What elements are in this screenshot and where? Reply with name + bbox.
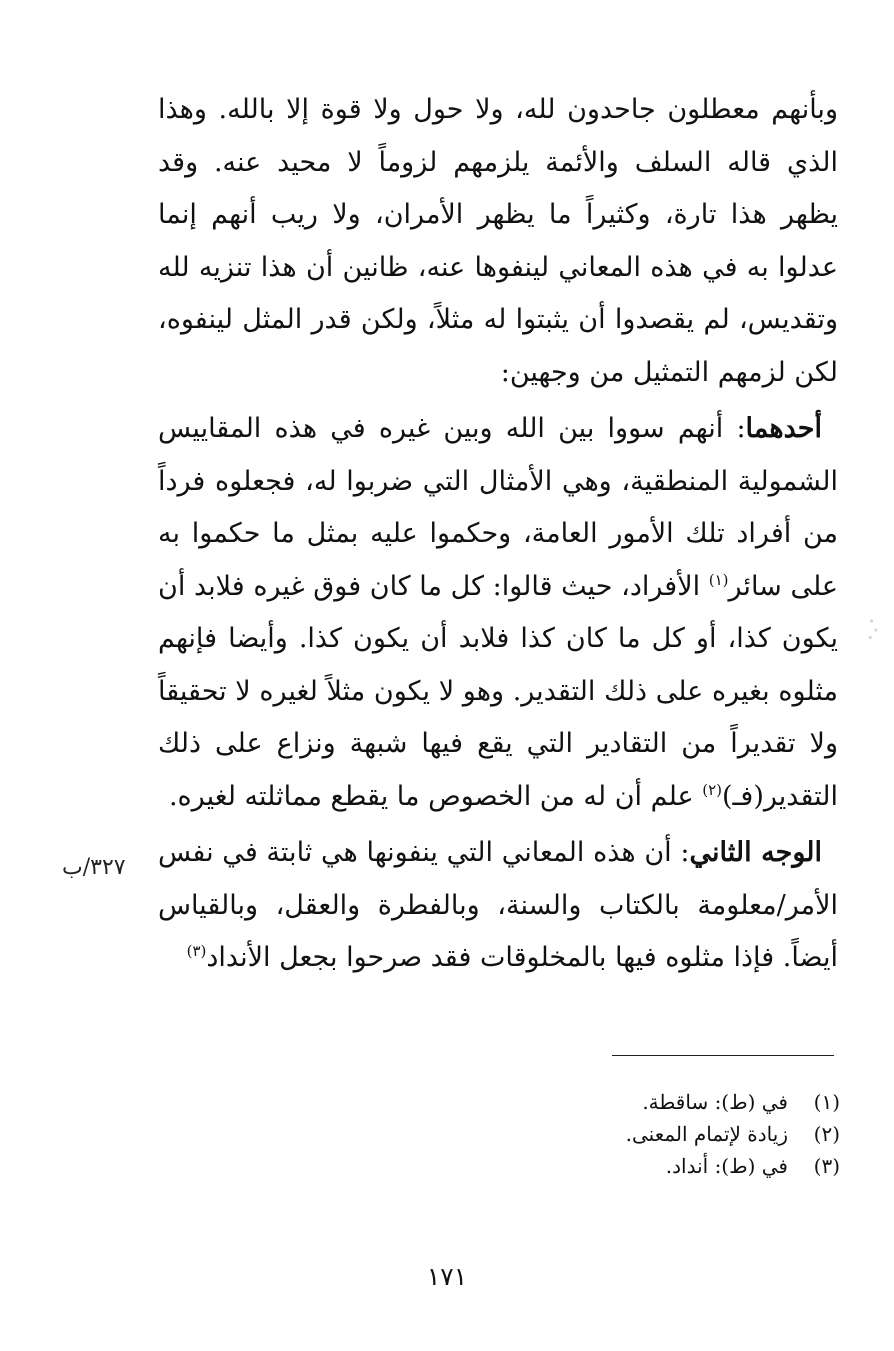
paragraph-3-text: : أن هذه المعاني التي ينفونها هي ثابتة في نفس الأمر/معلومة بالكتاب والسنة، وبالفطرة والعقل، وبالقياس أيضاً. فإذا مثلوه فيها بالمخلوقات فقد صرحوا بجعل الأنداد [158,837,838,973]
footnote-1 [340,1086,840,1118]
paragraph-2 [158,403,838,823]
paragraph-3-lead: الوجه الثاني [689,837,822,868]
footnote-ref-3[interactable]: (٣) [186,942,207,960]
paragraph-2-text-a: : أنهم سووا بين الله وبين غيره في هذه المقاييس الشمولية المنطقية، وهي الأمثال التي ضربوا له، فجعلوه فرداً من أفراد تلك الأمور العامة، وحكموا عليه بمثل ما حكموا به على سائر [158,413,838,602]
paragraph-2-text-b: الأفراد، حيث قالوا: كل ما كان فوق غيره فلابد أن يكون كذا، أو كل ما كان كذا فلابد أن يكون كذا. وأيضا فإنهم مثلوه بغيره على ذلك التقدير. وهو لا يكون مثلاً لغيره لا تحقيقاً ولا تقديراً من التقادير التي يقع فيها شبهة ونزاع على ذلك التقدير(فـ) [158,570,838,812]
footnote-1-text: في (ط): ساقطة. [642,1090,788,1114]
scan-specks [866,612,880,642]
paragraph-2-lead: أحدهما [745,413,822,444]
footnote-ref-1[interactable]: (١) [708,570,729,589]
main-text [158,84,838,985]
footnote-3-number: (٣) [813,1154,840,1178]
manuscript-folio-note: ٣٢٧/ب [62,855,126,880]
paragraph-2-text-c: علم أن له من الخصوص ما يقطع مماثلته لغيره. [168,780,703,812]
footnote-3-text: في (ط): أنداد. [665,1154,788,1178]
footnote-3 [340,1150,840,1182]
footnote-separator [612,1055,834,1056]
footnote-ref-2[interactable]: (٢) [702,780,722,799]
paragraph-1-text: وبأنهم معطلون جاحدون لله، ولا حول ولا قوة إلا بالله. وهذا الذي قاله السلف والأئمة يلزمهم لزوماً لا محيد عنه. وقد يظهر هذا تارة، وكثيراً ما يظهر الأمران، ولا ريب أنهم إنما عدلوا به في هذه المعاني لينفوها عنه، ظانين أن هذا تنزيه لله وتقديس، لم يقصدوا أن يثبتوا له مثلاً، ولكن قدر المثل لينفوه، لكن لزمهم التمثيل من وجهين: [158,94,838,388]
footnote-2-text: زيادة لإتمام المعنى. [625,1122,788,1146]
footnote-2 [340,1118,840,1150]
paragraph-3 [158,827,838,985]
footnote-1-number: (١) [813,1090,840,1114]
page-number: ١٧١ [426,1262,468,1291]
paragraph-1 [158,84,838,399]
footnotes [340,1086,840,1182]
footnote-2-number: (٢) [813,1122,840,1146]
